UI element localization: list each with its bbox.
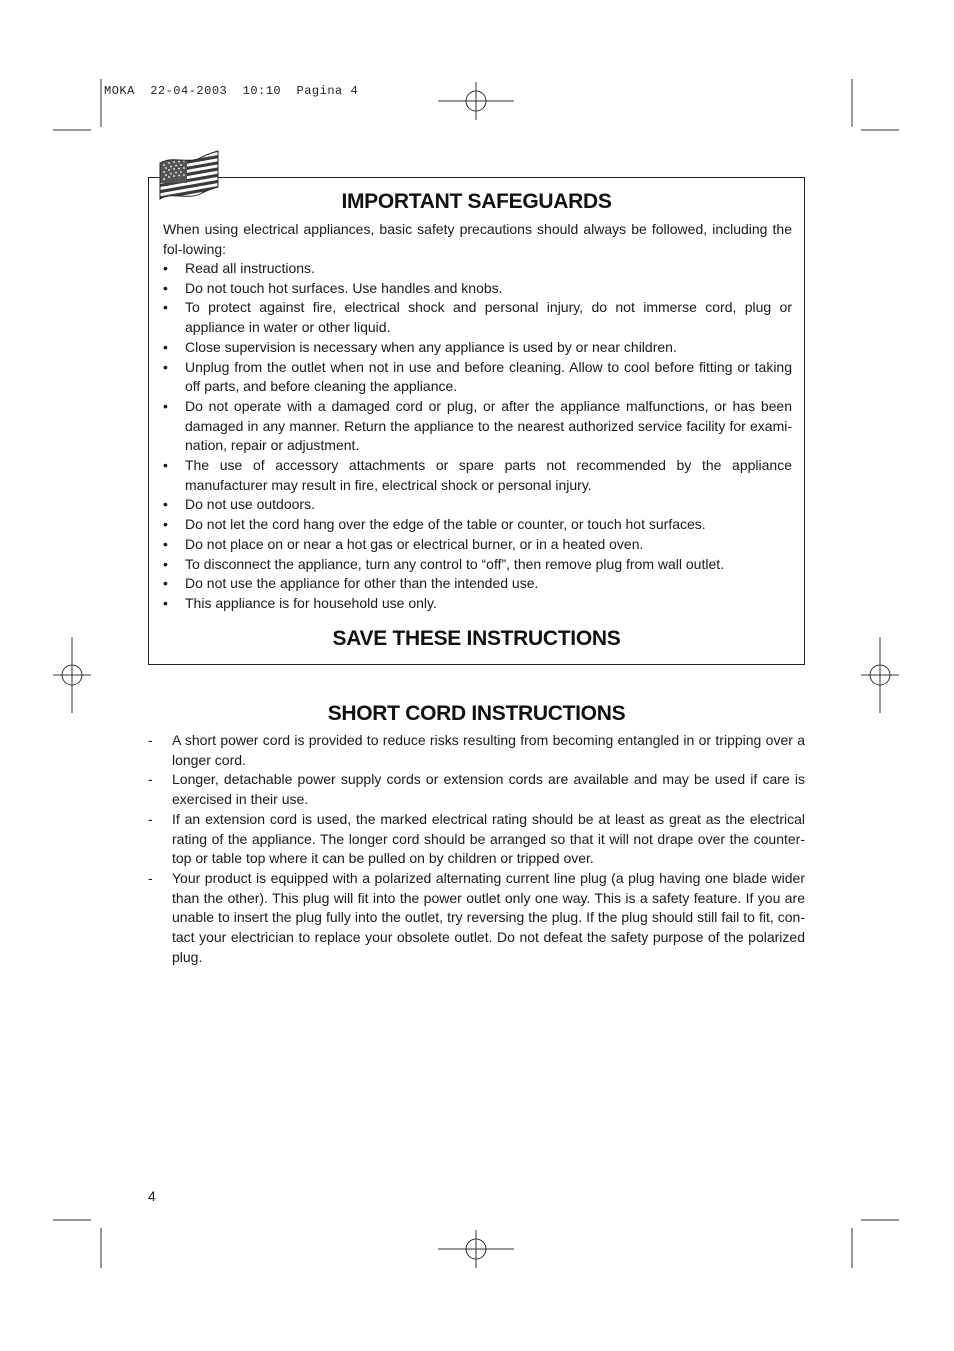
safeguards-list bbox=[163, 259, 792, 614]
safeguard-item-text: The use of accessory attachments or spare parts not recommended by the appliance manufacturer may result in fire, electrical shock or personal injury. bbox=[185, 457, 792, 493]
safeguard-item bbox=[163, 397, 792, 456]
short-cord-item-marker: - bbox=[148, 732, 153, 748]
safeguard-item-marker: • bbox=[163, 535, 168, 552]
safeguard-item bbox=[163, 594, 792, 614]
safeguard-item-text: Unplug from the outlet when not in use and before cleaning. Allow to cool before fitting or taking off parts, and before cleaning the appliance. bbox=[185, 358, 792, 395]
safeguard-item-marker: • bbox=[163, 358, 168, 375]
safeguard-item-text: Read all instructions. bbox=[185, 260, 315, 276]
safeguard-item-text: This appliance is for household use only. bbox=[185, 594, 437, 611]
safeguard-item bbox=[163, 495, 792, 515]
safeguard-item bbox=[163, 515, 792, 535]
short-cord-item bbox=[148, 731, 805, 770]
safeguard-item-text: Do not use outdoors. bbox=[185, 496, 315, 513]
safeguard-item bbox=[163, 298, 792, 337]
safeguard-item bbox=[163, 535, 792, 555]
safeguard-item bbox=[163, 358, 792, 397]
safeguard-item-text: Do not let the cord hang over the edge of the table or counter, or touch hot surfaces. bbox=[185, 516, 706, 533]
safeguard-item bbox=[163, 574, 792, 594]
safeguard-item bbox=[163, 279, 792, 299]
short-cord-item bbox=[148, 869, 805, 968]
short-cord-list bbox=[148, 731, 805, 967]
safeguard-item-text: Close supervision is necessary when any appliance is used by or near children. bbox=[185, 338, 677, 355]
short-cord-item-text: A short power cord is provided to reduce risks resulting from becoming entangled in or tripping over a longer cord. bbox=[172, 732, 805, 768]
short-cord-item-text: Your product is equipped with a polarized alternating current line plug (a plug having one blade wider than the other). This plug will fit into the power outlet only one way. This is a safety feature. If you are unable to insert the plug fully into the outlet, try reversing the plug. If the plug should still fail to fit, con-tact your electrician to replace your obsolete outlet. Do not defeat the safety purpose of the polarized plug. bbox=[172, 869, 805, 965]
registration-target-left bbox=[53, 637, 91, 713]
safeguard-item-marker: • bbox=[163, 260, 168, 276]
safeguard-item-text: Do not touch hot surfaces. Use handles and knobs. bbox=[185, 279, 503, 296]
safeguard-item bbox=[163, 338, 792, 358]
safeguard-item-marker: • bbox=[163, 555, 168, 572]
safeguard-item bbox=[163, 259, 792, 279]
safeguards-intro: When using electrical appliances, basic safety precautions should always be followed, including the fol-lowing: bbox=[163, 221, 792, 257]
short-cord-item bbox=[148, 810, 805, 869]
safeguard-item-marker: • bbox=[163, 279, 168, 296]
safeguard-item-text: Do not operate with a damaged cord or plug, or after the appliance malfunctions, or has been damaged in any manner. Return the appliance to the nearest authorized service facility for exami-nation, repair or adjustment. bbox=[185, 397, 792, 454]
safeguard-item-marker: • bbox=[163, 299, 168, 316]
safeguard-item bbox=[163, 555, 792, 575]
safeguards-title: IMPORTANT SAFEGUARDS bbox=[341, 190, 612, 213]
safeguard-item-marker: • bbox=[163, 594, 168, 611]
safeguard-item-marker: • bbox=[163, 496, 168, 513]
safeguard-item-marker: • bbox=[163, 457, 168, 474]
safeguard-item-marker: • bbox=[163, 397, 168, 414]
safeguard-item bbox=[163, 456, 792, 495]
short-cord-item bbox=[148, 770, 805, 809]
short-cord-title: SHORT CORD INSTRUCTIONS bbox=[327, 702, 626, 725]
registration-target-bottom bbox=[438, 1230, 514, 1268]
safeguard-item-marker: • bbox=[163, 338, 168, 355]
registration-target-right bbox=[861, 637, 899, 713]
short-cord-item-marker: - bbox=[148, 869, 153, 886]
safeguard-item-text: Do not use the appliance for other than the intended use. bbox=[185, 575, 539, 592]
page-number: 4 bbox=[148, 1188, 156, 1204]
save-instructions-title: SAVE THESE INSTRUCTIONS bbox=[332, 627, 621, 650]
registration-target-top bbox=[438, 82, 514, 120]
short-cord-item-marker: - bbox=[148, 810, 153, 827]
safeguard-item-marker: • bbox=[163, 575, 168, 592]
safeguard-item-text: To disconnect the appliance, turn any control to “off”, then remove plug from wall outlet. bbox=[185, 555, 725, 572]
safeguard-item-text: Do not place on or near a hot gas or electrical burner, or in a heated oven. bbox=[185, 535, 644, 552]
short-cord-item-text: If an extension cord is used, the marked electrical rating should be at least as great as the electrical rating of the appliance. The longer cord should be arranged so that it will not drape over the counter-top or table top where it can be pulled on by children or tripped over. bbox=[172, 810, 805, 867]
printer-slug: MOKA 22-04-2003 10:10 Pagina 4 bbox=[104, 84, 359, 98]
safeguard-item-text: To protect against fire, electrical shock and personal injury, do not immerse cord, plug or appliance in water or other liquid. bbox=[185, 299, 792, 336]
short-cord-item-text: Longer, detachable power supply cords or extension cords are available and may be used if care is exercised in their use. bbox=[172, 771, 805, 808]
safeguard-item-marker: • bbox=[163, 516, 168, 533]
short-cord-item-marker: - bbox=[148, 771, 153, 788]
